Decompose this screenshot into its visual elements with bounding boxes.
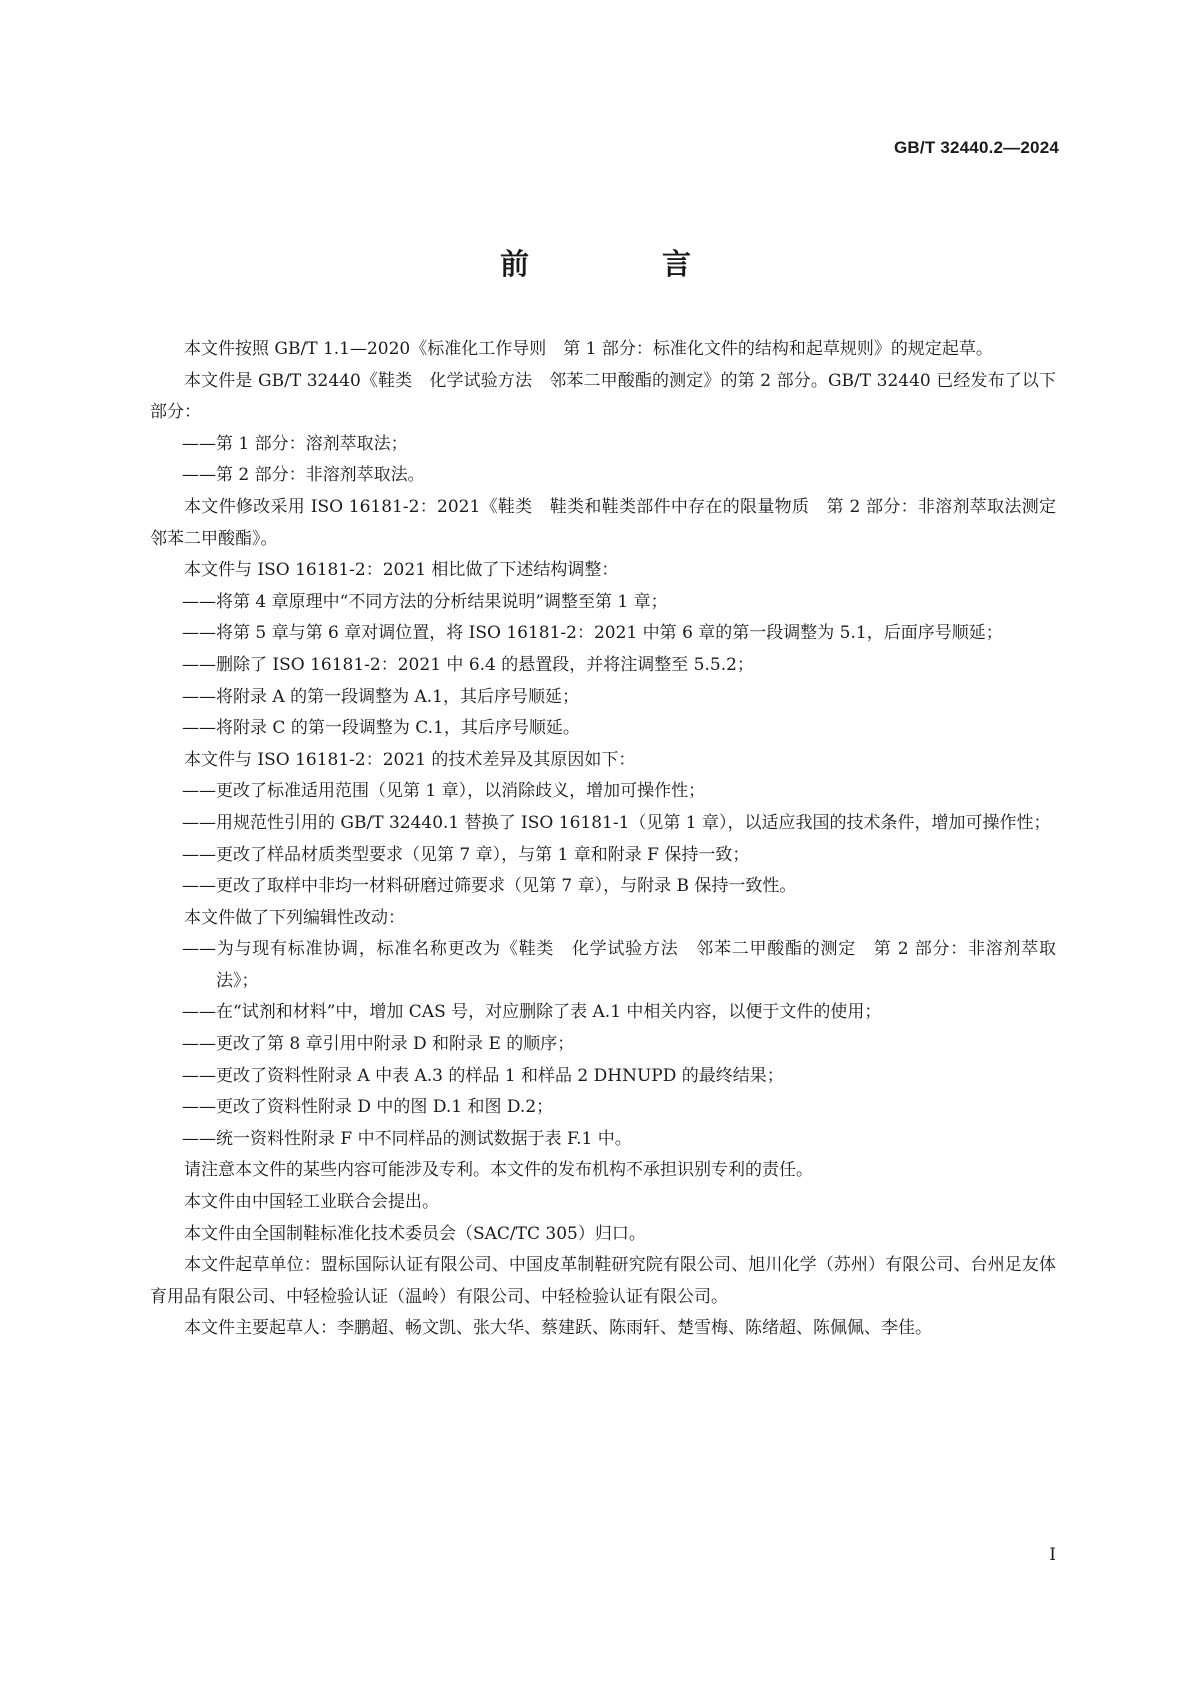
list-item: ——统一资料性附录 F 中不同样品的测试数据于表 F.1 中。 [182, 1128, 632, 1149]
list-item: ——更改了资料性附录 A 中表 A.3 的样品 1 和样品 2 DHNUPD 的最终结果； [182, 1065, 784, 1086]
foreword-body [150, 334, 1056, 1345]
list-item: ——更改了资料性附录 D 中的图 D.1 和图 D.2； [182, 1097, 554, 1118]
paragraph: 本文件主要起草人：李鹏超、畅文凯、张大华、蔡建跃、陈雨轩、楚雪梅、陈绪超、陈佩佩、李佳。 [184, 1318, 932, 1339]
list-item: ——更改了第 8 章引用中附录 D 和附录 E 的顺序； [182, 1034, 575, 1055]
paragraph: 本文件与 ISO 16181-2：2021 的技术差异及其原因如下： [184, 749, 636, 770]
list-item: ——更改了标准适用范围（见第 1 章），以消除歧义，增加可操作性； [182, 781, 706, 802]
paragraph: 本文件修改采用 ISO 16181-2：2021《鞋类 鞋类和鞋类部件中存在的限量物质 第 2 部分：非溶剂萃取法测定邻苯二甲酸酯》。 [150, 496, 1056, 549]
list-item: ——用规范性引用的 GB/T 32440.1 替换了 ISO 16181-1（见第 1 章），以适应我国的技术条件，增加可操作性； [182, 812, 1051, 833]
list-item: ——将第 4 章原理中“不同方法的分析结果说明”调整至第 1 章； [182, 591, 668, 612]
page-number: Ⅰ [1049, 1545, 1056, 1565]
paragraph: 请注意本文件的某些内容可能涉及专利。本文件的发布机构不承担识别专利的责任。 [184, 1160, 813, 1181]
list-item: ——删除了 ISO 16181-2：2021 中 6.4 的悬置段，并将注调整至 5.5.2； [182, 654, 754, 675]
list-item: ——第 1 部分：溶剂萃取法； [182, 433, 408, 454]
paragraph: 本文件做了下列编辑性改动： [184, 907, 405, 928]
list-item: ——将附录 A 的第一段调整为 A.1，其后序号顺延； [182, 686, 579, 707]
paragraph: 本文件由中国轻工业联合会提出。 [184, 1192, 439, 1213]
list-item: ——为与现有标准协调，标准名称更改为《鞋类 化学试验方法 邻苯二甲酸酯的测定 第 2 部分：非溶剂萃取法》； [182, 939, 1056, 991]
standard-code: GB/T 32440.2—2024 [894, 138, 1059, 157]
list-item: ——更改了取样中非均一材料研磨过筛要求（见第 7 章），与附录 B 保持一致性。 [182, 876, 797, 897]
list-item: ——在“试剂和材料”中，增加 CAS 号，对应删除了表 A.1 中相关内容，以便于文件的使用； [182, 1002, 882, 1023]
list-item: ——更改了样品材质类型要求（见第 7 章），与第 1 章和附录 F 保持一致； [182, 844, 750, 865]
list-item: ——将第 5 章与第 6 章对调位置，将 ISO 16181-2：2021 中第 6 章的第一段调整为 5.1，后面序号顺延； [182, 623, 1003, 644]
paragraph: 本文件由全国制鞋标准化技术委员会（SAC/TC 305）归口。 [184, 1223, 646, 1244]
paragraph: 本文件按照 GB/T 1.1—2020《标准化工作导则 第 1 部分：标准化文件的结构和起草规则》的规定起草。 [184, 339, 993, 359]
list-item: ——将附录 C 的第一段调整为 C.1，其后序号顺延。 [182, 718, 580, 739]
list-item: ——第 2 部分：非溶剂萃取法。 [182, 465, 425, 486]
page-title: 前 言 [499, 247, 743, 281]
paragraph: 本文件起草单位：盟标国际认证有限公司、中国皮革制鞋研究院有限公司、旭川化学（苏州）有限公司、台州足友体育用品有限公司、中轻检验认证（温岭）有限公司、中轻检验认证有限公司。 [150, 1255, 1056, 1307]
paragraph: 本文件与 ISO 16181-2：2021 相比做了下述结构调整： [184, 560, 619, 581]
paragraph: 本文件是 GB/T 32440《鞋类 化学试验方法 邻苯二甲酸酯的测定》的第 2 部分。GB/T 32440 已经发布了以下部分： [150, 370, 1056, 423]
